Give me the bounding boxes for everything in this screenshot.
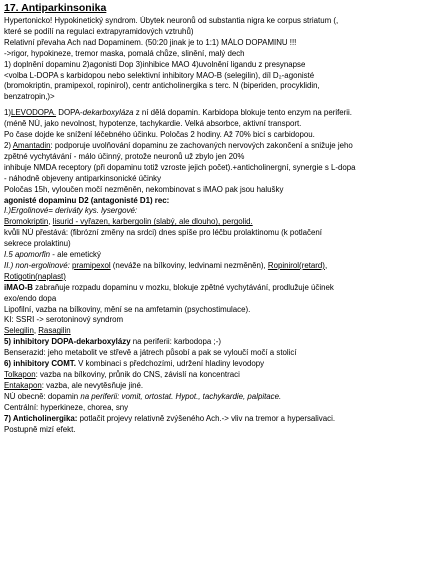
imaob-line: iMAO-B zabraňuje rozpadu dopaminu v mozku, blokuje zpětné vychytávání, prodlužuje účinek	[4, 282, 334, 292]
ddc-line: Benserazid: jeho metabolit ve střevě a játrech působí a pak se vyloučí močí a stolicí	[4, 348, 297, 358]
page-title: 17. Antiparkinsonika	[4, 2, 107, 14]
amantadin-line: inhibuje NMDA receptory (při dopaminu totiž vzroste jejich počet).+anticholinergní, synergie s L-dopa	[4, 162, 356, 172]
intro-line: ->rigor, hypokineze, tremor maska, pomalá chůze, slinění, malý dech	[4, 48, 245, 58]
nonergoline-line: II.) non-ergolinové: pramipexol (neváže na bílkoviny, ledvinami nezměněn), Ropinirol(retard),	[4, 260, 328, 270]
anticholinergics-line: 7) Anticholinergika: potlačit projevy relativně zvýšeného Ach.-> vliv na tremor a hypersalivaci.	[4, 413, 336, 423]
ddc-line: 5) inhibitory DOPA-dekarboxylázy na periferii: karbodopa ;-)	[4, 337, 221, 347]
amantadin-line: 2) Amantadin: podporuje uvolňování dopaminu ze zachovaných nervových zakončení a snižuje jeho	[4, 140, 353, 150]
ergoline-heading: I.)Ergolinové= deriváty kys. lysergové:	[4, 206, 138, 216]
intro-line: Hypertonicko! Hypokinetický syndrom. Úbytek neuronů od substantia nigra ke corpus striatum (,	[4, 16, 339, 25]
intro-line: které se podílí na regulaci extrapyramidových vztruhů)	[4, 26, 194, 36]
intro-line: Relativní převaha Ach nad Dopaminem. (50:20 jinak je to 1:1) MÁLO DOPAMINU !!!	[4, 37, 297, 47]
rotigotin-line: Rotigotin(naplast)	[4, 271, 66, 281]
imaob-line: exo/endo dopa	[4, 293, 57, 303]
intro-line: <volba L-DOPA s karbidopou nebo selektivní inhibitory MAO-B (selegilin), díl D₂-agonisté	[4, 70, 315, 80]
intro-line: (bromokriptin, pramipexol, ropinirol), centr anticholinergika s terc. N (biperiden, procyklidin,	[4, 81, 320, 91]
intro-line: 1) doplnění dopaminu 2)agonisti Dop 3)inhibice MAO 4)uvolnění ligandu z presynapse	[4, 59, 306, 69]
levodopa-section	[4, 108, 431, 141]
tolkapon-line: Tolkapon: vazba na bílkoviny, průnik do CNS, závislí na koncentraci	[4, 370, 240, 379]
anticholinergics-line: Postupně mizí efekt.	[4, 424, 76, 434]
side-effects-line: NÚ obecně: dopamin na periferii: vomit, ortostat. Hypot., tachykardie, palpitace.	[4, 391, 282, 401]
levodopa-name: LEVODOPA.	[11, 108, 57, 118]
entakapon-line: Entakapon: vazba, ale nevytěsňuje jiné.	[4, 380, 144, 390]
intro-section	[4, 16, 431, 103]
agonists-section	[4, 196, 431, 283]
central-line: Centrální: hyperkineze, chorea, sny	[4, 402, 129, 412]
imaob-section	[4, 283, 431, 338]
imaob-drugs: Selegilin, Rasagilin	[4, 326, 71, 336]
ergoline-drugs: Bromokriptin, lisurid - vyřazen, karbergolin (slabý, ale dlouho), pergolid.	[4, 217, 253, 227]
agonists-heading: agonisté dopaminu D2 (antagonisté D1) rec:	[4, 195, 170, 205]
amantadin-line: zpětné vychytávání - málo účinný, protože neuronů už zbylo jen 20%	[4, 151, 245, 161]
ergoline-line: sekrece prolaktinu)	[4, 239, 71, 249]
imaob-line: Lipofilní, vazba na bílkoviny, mění se na amfetamin (psychostimulace).	[4, 304, 251, 314]
levodopa-line: (méně NÚ, jako nevolnost, hypotenze, tachykardie. Velká absorbce, aktivní transport.	[4, 119, 302, 129]
apomorfin-line: I.5 apomorfin - ale emetický	[4, 250, 101, 260]
amantadin-name: Amantadin	[12, 140, 51, 150]
amantadin-line: Poločas 15h, vyloučen močí nezměněn, nekombinovat s iMAO pak jsou halušky	[4, 184, 284, 194]
ddc-section	[4, 337, 431, 359]
levodopa-line: 1)LEVODOPA. DOPA-dekarboxyláza z ní dělá dopamin. Karbidopa blokuje tento enzym na periferii.	[4, 108, 352, 118]
comt-line: 6) inhibitory COMT. V kombinaci s předchozími, udržení hladiny levodopy	[4, 359, 265, 369]
ergoline-line: kvůli NÚ přestává: (fibrózní změny na srdci) dnes spíše pro léčbu prolaktinomu (k potlačení	[4, 228, 322, 238]
amantadin-line: - náhodně objeveny antiparkinsonické účinky	[4, 173, 162, 183]
levodopa-line: Po čase dojde ke snížení léčebného účinku. Poločas 2 hodiny. Až 70% bicí s carbidopou.	[4, 130, 315, 140]
anticholinergics-section	[4, 414, 431, 436]
intro-line: benzatropin,)>	[4, 92, 55, 102]
imaob-line: KI: SSRI -> serotoninový syndrom	[4, 315, 124, 325]
comt-section	[4, 359, 431, 414]
amantadin-section	[4, 141, 431, 196]
